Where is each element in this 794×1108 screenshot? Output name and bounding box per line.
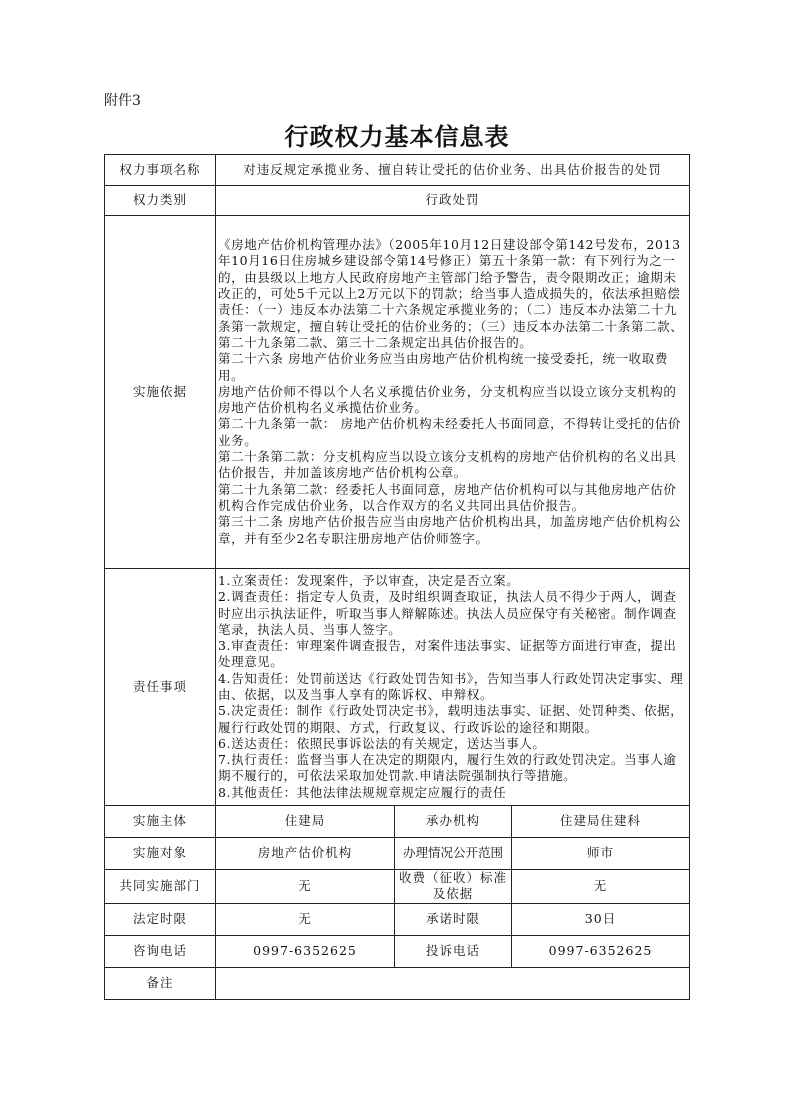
label-legal-basis: 实施依据 — [105, 216, 216, 569]
document-title: 行政权力基本信息表 — [284, 122, 510, 151]
row-power-name — [105, 155, 690, 186]
value-joint-dept: 无 — [216, 870, 395, 904]
basis-paragraph: 第二十条第二款：分支机构应当以设立该分支机构的房地产估价机构的名义出具估价报告，并加盖该房地产估价机构公章。 — [218, 449, 677, 481]
basis-paragraph: 第二十九条第一款： 房地产估价机构未经委托人书面同意，不得转让受托的估价业务。 — [218, 416, 682, 448]
value-legal-basis — [216, 216, 690, 569]
label-handling-agency: 承办机构 — [395, 806, 512, 838]
label-fee-standard: 收费（征收）标准及依据 — [395, 870, 512, 904]
value-promised-time-limit: 30日 — [512, 903, 690, 935]
label-joint-dept: 共同实施部门 — [105, 870, 216, 904]
basis-paragraph: 《房地产估价机构管理办法》（2005年10月12日建设部令第142号发布，2013年10月16日住房城乡建设部令第14号修正）第五十条第一款：有下列行为之一的，由县级以上地方人民政府房地产主管部门给予警告，责令限期改正；逾期未改正的，可处5千元以上2万元以下的罚款；给当事人造成损失的，依法承担赔偿责任：（一）违反本办法第二十六条规定承揽业务的；（二）违反本办法第二十九条第一款规定，擅自转让受托的估价业务的；（三）违反本办法第二十条第二款、第二十九条第二款、第三十二条规定出具估价报告的。 — [218, 237, 684, 350]
label-power-category: 权力类别 — [105, 186, 216, 216]
info-table — [104, 154, 690, 1000]
label-consult-phone: 咨询电话 — [105, 935, 216, 967]
attachment-label: 附件3 — [104, 93, 141, 109]
duty-item: 7.执行责任：监督当事人在决定的期限内，履行生效的行政处罚决定。当事人逾期不履行的，可依法采取加处罚款.申请法院强制执行等措施。 — [218, 752, 677, 784]
label-complaint-phone: 投诉电话 — [395, 935, 512, 967]
value-remarks — [216, 967, 690, 999]
value-implementing-body: 住建局 — [216, 806, 395, 838]
value-responsibilities — [216, 569, 690, 806]
value-power-name: 对违反规定承揽业务、擅自转让受托的估价业务、出具估价报告的处罚 — [216, 155, 690, 186]
duty-item: 6.送达责任：依照民事诉讼法的有关规定，送达当事人。 — [218, 735, 546, 751]
duty-item: 3.审查责任：审理案件调查报告，对案件违法事实、证据等方面进行审查，提出处理意见。 — [218, 638, 677, 670]
basis-paragraph: 第三十二条 房地产估价报告应当由房地产估价机构出具，加盖房地产估价机构公章，并有至少2名专职注册房地产估价师签字。 — [218, 514, 682, 546]
row-time-limit — [105, 903, 690, 935]
row-target — [105, 838, 690, 870]
value-legal-time-limit: 无 — [216, 903, 395, 935]
label-power-name: 权力事项名称 — [105, 155, 216, 186]
value-target: 房地产估价机构 — [216, 838, 395, 870]
basis-paragraph: 第二十六条 房地产估价业务应当由房地产估价机构统一接受委托，统一收取费用。 — [218, 351, 668, 383]
label-target: 实施对象 — [105, 838, 216, 870]
basis-paragraph: 第二十九条第二款：经委托人书面同意，房地产估价机构可以与其他房地产估价机构合作完成估价业务，以合作双方的名义共同出具估价报告。 — [218, 481, 677, 513]
duty-item: 8.其他责任：其他法律法规规章规定应履行的责任 — [218, 784, 507, 800]
duty-item: 4.告知责任：处罚前送达《行政处罚告知书》，告知当事人行政处罚决定事实、理由、依据，以及当事人享有的陈诉权、申辩权。 — [218, 670, 684, 702]
row-joint-dept — [105, 870, 690, 904]
duty-item: 5.决定责任：制作《行政处罚决定书》，载明违法事实、证据、处罚种类、依据，履行行政处罚的期限、方式，行政复议、行政诉讼的途径和期限。 — [218, 703, 684, 735]
row-responsibilities — [105, 569, 690, 806]
row-implementing-body — [105, 806, 690, 838]
value-disclosure-scope: 师市 — [512, 838, 690, 870]
value-handling-agency: 住建局住建科 — [512, 806, 690, 838]
duty-item: 2.调查责任：指定专人负责，及时组织调查取证，执法人员不得少于两人，调查时应出示执法证件，听取当事人辩解陈述。执法人员应保守有关秘密。制作调查笔录，执法人员、当事人签字。 — [218, 589, 677, 637]
row-phone — [105, 935, 690, 967]
label-remarks: 备注 — [105, 967, 216, 999]
label-legal-time-limit: 法定时限 — [105, 903, 216, 935]
value-complaint-phone: 0997-6352625 — [512, 935, 690, 967]
row-remarks — [105, 967, 690, 999]
duty-item: 1.立案责任：发现案件，予以审查，决定是否立案。 — [218, 572, 520, 588]
row-legal-basis — [105, 216, 690, 569]
value-fee-standard: 无 — [512, 870, 690, 904]
row-power-category — [105, 186, 690, 216]
basis-paragraph: 房地产估价师不得以个人名义承揽估价业务，分支机构应当以设立该分支机构的房地产估价机构名义承揽估价业务。 — [218, 383, 677, 416]
label-disclosure-scope: 办理情况公开范围 — [395, 838, 512, 870]
label-implementing-body: 实施主体 — [105, 806, 216, 838]
label-responsibilities: 责任事项 — [105, 569, 216, 806]
value-consult-phone: 0997-6352625 — [216, 935, 395, 967]
label-promised-time-limit: 承诺时限 — [395, 903, 512, 935]
value-power-category: 行政处罚 — [216, 186, 690, 216]
